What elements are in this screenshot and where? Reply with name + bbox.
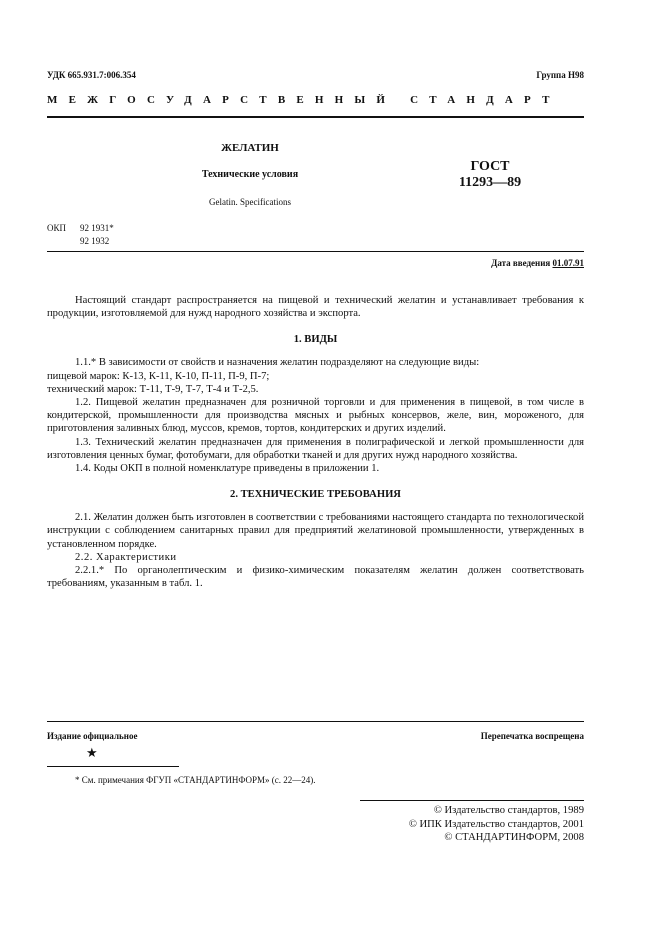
intro-paragraph: Настоящий стандарт распространяется на пищевой и технический желатин и устанавливает требования к продукции, изготовляемой для нужд народного хозяйства и экспорта. <box>47 295 584 320</box>
section-1-heading: 1. ВИДЫ <box>293 334 338 346</box>
paragraph-1-3: 1.3. Технический желатин предназначен для применения в полиграфической и легкой промышленности для изготовления ценных бумаг, фотобумаги, для обработки тканей и для других нужд народного хозяйства. <box>47 436 584 461</box>
section-2-heading: 2. ТЕХНИЧЕСКИЕ ТРЕБОВАНИЯ <box>230 489 401 501</box>
official-edition: Издание официальное <box>47 731 138 741</box>
paragraph-1-1: 1.1.* В зависимости от свойств и назначения желатин подразделяют на следующие виды: <box>75 357 480 369</box>
okp-code: 92 1931* <box>80 223 114 233</box>
reprint-prohibited: Перепечатка воспрещена <box>480 731 584 741</box>
copyright-line: © Издательство стандартов, 1989 <box>433 805 584 816</box>
paragraph-2-2: 2.2. Характеристики <box>75 551 177 563</box>
footnote-rule <box>47 766 179 767</box>
intro-date-label: Дата введения <box>491 258 551 268</box>
paragraph-1-1-food-grades: пищевой марок: К-13, К-11, К-10, П-11, П-9, П-7; <box>47 370 270 382</box>
udk-code: УДК 665.931.7:006.354 <box>47 70 136 80</box>
english-title: Gelatin. Specifications <box>209 197 291 207</box>
intro-date <box>491 258 584 268</box>
copyright-line: © ИПК Издательство стандартов, 2001 <box>408 818 584 830</box>
group-code: Группа Н98 <box>536 70 584 80</box>
paragraph-1-4: 1.4. Коды ОКП в полной номенклатуре приведены в приложении 1. <box>75 463 380 475</box>
okp-label: ОКП <box>47 223 67 233</box>
gost-label: ГОСТ <box>470 159 510 174</box>
product-title: ЖЕЛАТИН <box>221 142 279 154</box>
footnote: * См. примечания ФГУП «СТАНДАРТИНФОРМ» (с. 22—24). <box>75 775 316 785</box>
okp-code: 92 1932 <box>80 236 110 246</box>
document-subtitle: Технические условия <box>201 169 299 180</box>
paragraph-1-2: 1.2. Пищевой желатин предназначен для розничной торговли и для применения в пищевой, в том числе в кондитерской, промышленности для производства мясных и рыбных консервов, желе, вин, мороженого, для приготовления заливных блюд, муссов, кремов, тортов, кондитерских и других изделий. <box>47 397 584 435</box>
star-mark: ★ <box>86 745 98 760</box>
copyright-line: © СТАНДАРТИНФОРМ, 2008 <box>444 832 584 843</box>
footer-rule <box>47 721 584 722</box>
document-body <box>47 294 584 590</box>
standard-type-line: МЕЖГОСУДАРСТВЕННЫЙ СТАНДАРТ <box>47 94 561 106</box>
gost-number: 11293—89 <box>458 175 522 190</box>
header-rule <box>47 116 584 118</box>
paragraph-1-1-tech-grades: технический марок: Т-11, Т-9, Т-7, Т-4 и Т-2,5. <box>47 383 259 395</box>
paragraph-2-2-1: 2.2.1.* По органолептическим и физико-химическим показателям желатин должен соответствовать требованиям, указанным в табл. 1. <box>47 565 584 590</box>
intro-date-value: 01.07.91 <box>552 258 584 268</box>
copyright-block <box>324 804 584 845</box>
okp-rule <box>47 251 584 252</box>
copyright-rule <box>360 800 584 801</box>
paragraph-2-1: 2.1. Желатин должен быть изготовлен в соответствии с требованиями настоящего стандарта по технологической инструкции с соблюдением санитарных правил для предприятий желатиновой промышленности, утвержденных в установленном порядке. <box>47 512 584 550</box>
